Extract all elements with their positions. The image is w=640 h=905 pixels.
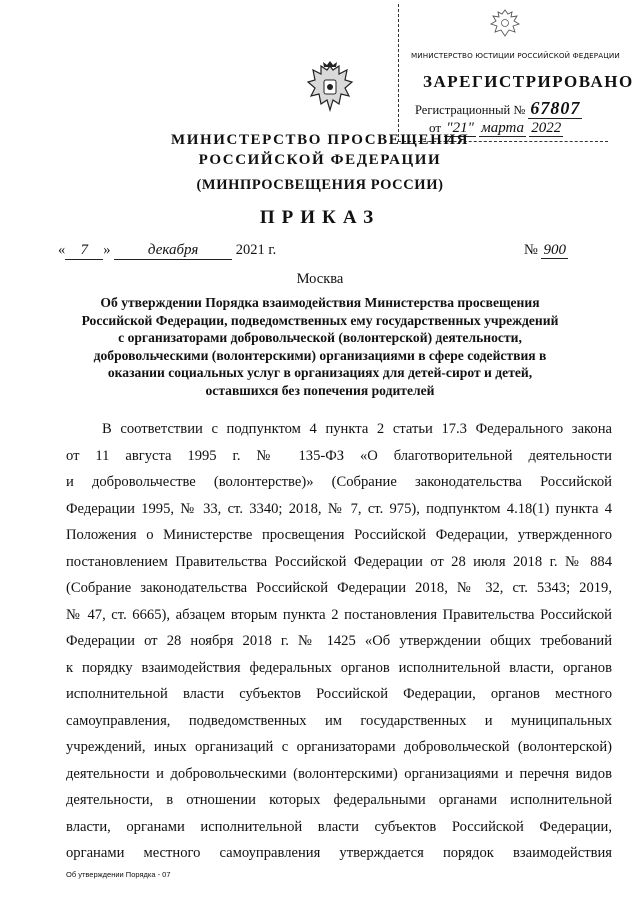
body-line: деятельности, в отношении которых федеральными органами исполнительной bbox=[66, 792, 612, 808]
order-number-label: № bbox=[524, 242, 538, 258]
stamp-reg-label: Регистрационный № bbox=[415, 103, 526, 117]
body-line: власти, органами исполнительной власти субъектов Российской Федерации, bbox=[66, 818, 612, 835]
date-open-quote: « bbox=[58, 242, 66, 258]
order-number bbox=[524, 242, 568, 259]
order-number-value: 900 bbox=[543, 242, 566, 258]
body-line: Федерации 1995, № 33, ст. 3340; 2018, № 7, ст. 975), подпунктом 4.18(1) пункта 4 bbox=[66, 500, 612, 517]
heading-line: оказании социальных услуг в организациях для детей-сирот и детей, bbox=[107, 365, 533, 381]
body-line: В соответствии с подпунктом 4 пункта 2 статьи 17.3 Федерального закона bbox=[102, 421, 612, 437]
order-day: 7 bbox=[65, 242, 103, 260]
stamp-emblem-icon bbox=[487, 6, 523, 40]
body-line: постановлением Правительства Российской Федерации от 28 июля 2018 г. № 884 bbox=[66, 553, 612, 570]
body-line: органами местного самоуправления утверждается порядок взаимодействия bbox=[66, 845, 612, 861]
heading-line: оставшихся без попечения родителей bbox=[205, 382, 435, 398]
body-line: к порядку взаимодействия федеральных органов исполнительной власти, органов bbox=[66, 659, 612, 676]
body-line: (Собрание законодательства Российской Федерации 2018, № 32, ст. 5343; 2019, bbox=[66, 580, 612, 596]
stamp-ministry: МИНИСТЕРСТВО ЮСТИЦИИ РОССИЙСКОЙ ФЕДЕРАЦИИ bbox=[411, 51, 620, 60]
order-body bbox=[66, 416, 612, 867]
document-type-title: ПРИКАЗ bbox=[259, 207, 381, 228]
body-line: самоуправления, подведомственных им государственных и муниципальных bbox=[66, 712, 612, 729]
coat-of-arms-icon bbox=[305, 60, 355, 116]
order-year: 2021 г. bbox=[235, 242, 277, 258]
body-line: Федерации от 28 ноября 2018 г. № 1425 «Об утверждении общих требований bbox=[66, 633, 612, 649]
order-month: декабря bbox=[114, 242, 232, 260]
body-line: Положения о Министерстве просвещения Российской Федерации, утвержденного bbox=[66, 527, 612, 543]
page-footer: Об утверждении Порядка - 07 bbox=[66, 870, 171, 879]
order-heading bbox=[40, 294, 600, 400]
heading-line: Об утверждении Порядка взаимодействия Министерства просвещения bbox=[100, 295, 540, 310]
body-line: и добровольчестве (волонтерстве)» (Собрание законодательства Российской bbox=[66, 474, 612, 490]
order-date bbox=[58, 242, 276, 260]
order-city: Москва bbox=[296, 271, 344, 287]
date-close-quote: » bbox=[103, 242, 111, 258]
stamp-date-day: "21" bbox=[446, 120, 474, 136]
stamp-registration-number-line bbox=[415, 98, 582, 119]
body-line: от 11 августа 1995 г. № 135-ФЗ «О благотворительной деятельности bbox=[66, 447, 612, 464]
ministry-name-line1: МИНИСТЕРСТВО ПРОСВЕЩЕНИЯ bbox=[170, 132, 470, 148]
heading-line: Российской Федерации, подведомственных ему государственных учреждений bbox=[81, 312, 559, 328]
stamp-date-month: марта bbox=[481, 120, 525, 136]
stamp-registered: ЗАРЕГИСТРИРОВАНО bbox=[423, 72, 634, 91]
stamp-date-year: 2022 bbox=[531, 120, 562, 136]
body-line: деятельности и добровольческими (волонтерскими) организациями и перечня видов bbox=[66, 765, 612, 782]
heading-line: с организаторами добровольческой (волонтерской) деятельности, bbox=[118, 330, 522, 346]
registration-stamp bbox=[398, 4, 634, 142]
stamp-date-prefix: от bbox=[429, 120, 442, 135]
body-line: учреждений, иных организаций с организаторами добровольческой (волонтерской) bbox=[66, 739, 612, 755]
stamp-reg-number: 67807 bbox=[530, 98, 581, 118]
body-line: исполнительной власти субъектов Российской Федерации, органов местного bbox=[66, 686, 612, 702]
heading-line: добровольческими (волонтерскими) организациями в сфере содействия в bbox=[93, 347, 547, 363]
ministry-short-name: (МИНПРОСВЕЩЕНИЯ РОССИИ) bbox=[196, 177, 444, 193]
ministry-name-line2: РОССИЙСКОЙ ФЕДЕРАЦИИ bbox=[198, 152, 442, 168]
body-line: № 47, ст. 6665), абзацем вторым пункта 2 постановления Правительства Российской bbox=[66, 606, 612, 623]
